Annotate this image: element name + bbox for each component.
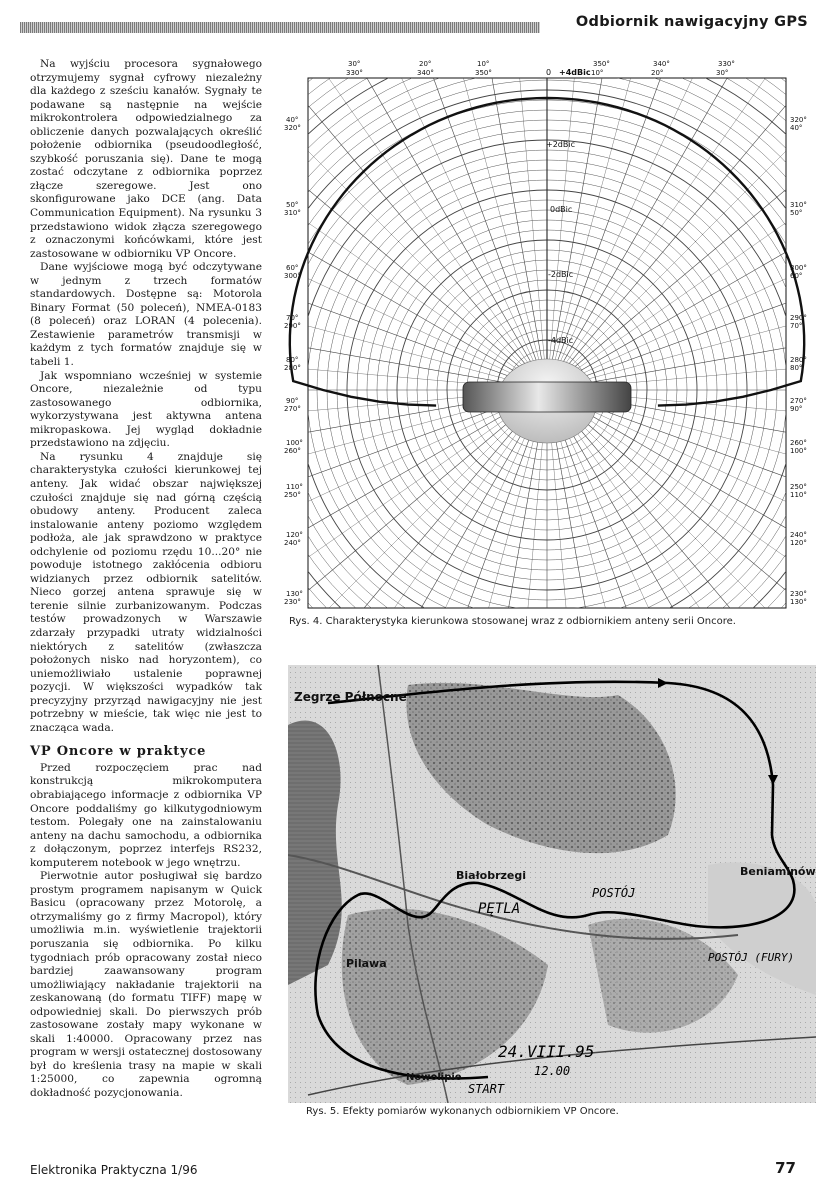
angle-label: 270°	[790, 397, 807, 405]
angle-label: 60°	[790, 272, 803, 280]
angle-label: 320°	[284, 124, 301, 132]
handwritten-annotation: 12.00	[534, 1064, 571, 1078]
angle-label: 280°	[790, 356, 807, 364]
gain-label: -4dBic	[548, 336, 574, 345]
paragraph: Pierwotnie autor posługiwał się bardzo prostym programem napisanym w Quick Basicu (opracowany przez Motorolę, a otrzymaliśmy go z firmy Macropol), który umożliwia m.in. wyświetlenie trajektorii poruszania się odbiornika. Po kilku tygodniach prób opracowany został nieco bardziej zaawansowany program umożliwiający nakładanie trajektorii na zeskanowaną (do formatu TIFF) mapę w odpowiedniej skali. Do pierwszych prób zastosowane zostały mapy wykonane w skali 1:40000. Opracowany przez nas program w wersji ostatecznej dostosowany był do kreślenia trasy na mapie w skali 1:25000, co zapewnia ogromną dokładność pozycjonowania.	[30, 870, 262, 1100]
figure5-caption: Rys. 5. Efekty pomiarów wykonanych odbiornikiem VP Oncore.	[306, 1106, 619, 1117]
handwritten-annotation: POSTÓJ (FURY)	[708, 951, 795, 964]
section-heading: VP Oncore w praktyce	[30, 744, 207, 760]
angle-label: 270°	[284, 405, 301, 413]
antenna-pattern-figure	[278, 56, 818, 616]
paragraph: Jak wspomniano wcześniej w systemie Oncore, niezależnie od typu zastosowanego odbiornika, wykorzystywana jest aktywna antena mikropaskowa. Jej wygląd dokładnie przedstawiono na zdjęciu.	[30, 369, 262, 450]
angle-label: 130°	[790, 598, 807, 606]
angle-label: 350°	[475, 69, 492, 77]
angle-label: 40°	[286, 116, 299, 124]
angle-label: 330°	[346, 69, 363, 77]
angle-label: 90°	[790, 405, 803, 413]
angle-label: 310°	[790, 201, 807, 209]
paragraph: Przed rozpoczęciem prac nad konstrukcją mikrokomputera obrabiającego informacje z odbiornika VP Oncore poddaliśmy go kilkutygodniowym testom. Polegały one na zainstalowaniu anteny na dachu samochodu, a odbiornika z dołączonym, poprzez interfejs RS232, komputerem notebook w jego wnętrzu.	[30, 761, 262, 869]
article-column	[30, 58, 262, 1101]
angle-labels-left	[284, 116, 303, 606]
page-header-title: Odbiornik nawigacyjny GPS	[575, 14, 808, 30]
angle-label: 90°	[286, 397, 299, 405]
angle-label: 100°	[286, 439, 303, 447]
map-image	[288, 665, 816, 1103]
paragraph: Dane wyjściowe mogą być odczytywane w jednym z trzech formatów standardowych. Dostępne są: Motorola Binary Format (50 poleceń), NMEA-0183 (8 poleceń) oraz LORAN (4 polecenia). Zestawienie parametrów transmisji w każdym z tych formatów znajduje się w tabeli 1.	[30, 261, 262, 369]
angle-label: 10°	[477, 60, 490, 68]
angle-labels-top	[346, 60, 735, 77]
angle-label: 240°	[790, 531, 807, 539]
angle-label: 250°	[790, 483, 807, 491]
angle-label: 300°	[790, 264, 807, 272]
angle-label: 80°	[790, 364, 803, 372]
angle-label: 260°	[790, 439, 807, 447]
angle-label: 260°	[284, 447, 301, 455]
polar-chart	[278, 56, 818, 616]
angle-labels-right	[790, 116, 807, 606]
angle-label: 300°	[284, 272, 301, 280]
angle-label: 60°	[286, 264, 299, 272]
trajectory-map	[288, 665, 816, 1103]
angle-label: 350°	[593, 60, 610, 68]
angle-label: 250°	[284, 491, 301, 499]
angle-label: 340°	[417, 69, 434, 77]
angle-label: 230°	[790, 590, 807, 598]
map-place-label: Zegrze Północne	[294, 690, 407, 704]
angle-label: 240°	[284, 539, 301, 547]
angle-label: 120°	[286, 531, 303, 539]
angle-label: 120°	[790, 539, 807, 547]
map-water-area	[288, 720, 342, 985]
gain-label: +4dBic	[559, 68, 591, 77]
gain-label: +2dBic	[546, 140, 575, 149]
handwritten-annotation: POSTÓJ	[592, 886, 636, 900]
angle-label: 100°	[790, 447, 807, 455]
angle-label: 230°	[284, 598, 301, 606]
map-place-label: Białobrzegi	[456, 869, 527, 882]
angle-label: 30°	[716, 69, 729, 77]
angle-label: 70°	[790, 322, 803, 330]
handwritten-annotation: 24.VIII.95	[498, 1042, 595, 1061]
angle-label: 320°	[790, 116, 807, 124]
paragraph: Na wyjściu procesora sygnałowego otrzymujemy sygnał cyfrowy niezależny dla każdego z sześciu kanałów. Sygnały te podawane są następnie na wejście mikrokontrolera odpowiedzialnego za obliczenie danych pozwalających określić położenie odbiornika (pseudoodległość, szybkość poruszania się). Dane te mogą zostać odczytane z odbiornika poprzez złącze szeregowe. Jest ono skonfigurowane jako DCE (ang. Data Communication Equipment). Na rysunku 3 przedstawiono widok złącza szeregowego z oznaczonymi końcówkami, które jest zastosowane w odbiorniku VP Oncore.	[30, 58, 262, 260]
map-place-label: Pilawa	[346, 957, 387, 970]
angle-label: 30°	[348, 60, 361, 68]
antenna-housing	[463, 382, 631, 412]
angle-label: 130°	[286, 590, 303, 598]
angle-label: 340°	[653, 60, 670, 68]
handwritten-annotation: PĘTLA	[478, 901, 521, 917]
angle-label: 70°	[286, 314, 299, 322]
figure4-caption: Rys. 4. Charakterystyka kierunkowa stosowanej wraz z odbiornikiem anteny serii Oncore.	[289, 616, 736, 627]
angle-label: 10°	[591, 69, 604, 77]
angle-label: 20°	[419, 60, 432, 68]
gain-label: -2dBic	[548, 270, 574, 279]
handwritten-annotation: START	[468, 1082, 505, 1096]
angle-label: 110°	[286, 483, 303, 491]
angle-label: 330°	[718, 60, 735, 68]
angle-label: 80°	[286, 356, 299, 364]
angle-label: 50°	[790, 209, 803, 217]
gain-label-top-center: 0	[546, 68, 552, 77]
page-number: 77	[775, 1159, 796, 1177]
angle-label: 20°	[651, 69, 664, 77]
paragraph: Na rysunku 4 znajduje się charakterystyka czułości kierunkowej tej anteny. Jak widać obszar największej czułości znajduje się nad górną częścią obudowy anteny. Producent zaleca instalowanie anteny poziomo względem podłoża, ale jak sprawdzono w praktyce odchylenie od poziomu rzędu 10...20° nie powoduje istotnego zakłócenia odbioru widzianych przez odbiornik satelitów. Nieco gorzej antena sprawuje się w terenie silnie zurbanizowanym. Podczas testów prowadzonych w Warszawie zdarzały przypadki utraty widzialności niektórych z satelitów (zwłaszcza położonych nisko nad horyzontem), co uniemożliwiało ustalenie poprawnej pozycji. W większości wypadków tak precyzyjny przyrząd nawigacyjny nie jest potrzebny w mieście, tak więc nie jest to znacząca wada.	[30, 450, 262, 734]
gain-label: 0dBic	[550, 205, 573, 214]
angle-label: 50°	[286, 201, 299, 209]
map-place-label: Nowolipie	[406, 1072, 462, 1083]
angle-label: 290°	[284, 322, 301, 330]
angle-label: 290°	[790, 314, 807, 322]
angle-label: 110°	[790, 491, 807, 499]
map-place-label: Beniaminów	[740, 865, 816, 878]
angle-label: 310°	[284, 209, 301, 217]
angle-label: 40°	[790, 124, 803, 132]
footer-journal: Elektronika Praktyczna 1/96	[30, 1163, 198, 1177]
angle-label: 280°	[284, 364, 301, 372]
header-rule	[20, 22, 540, 33]
